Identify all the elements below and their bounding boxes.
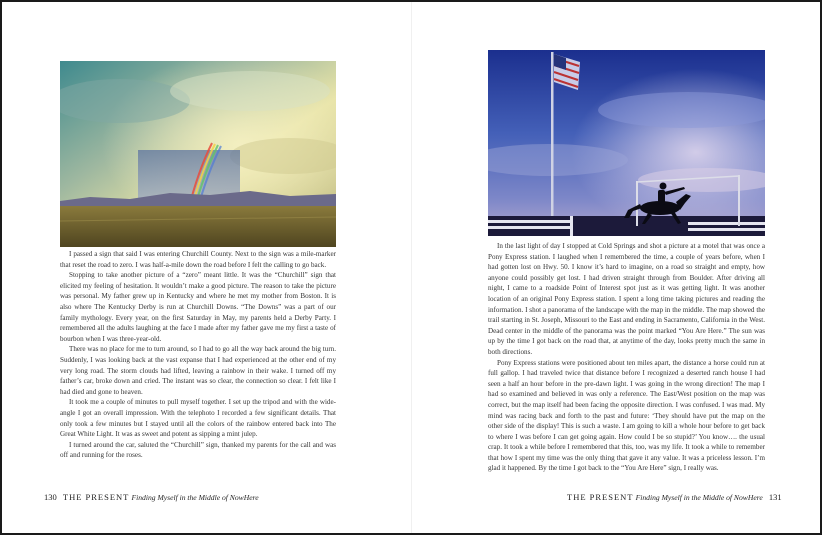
page-number: 131: [768, 492, 782, 502]
paragraph: In the last light of day I stopped at Cold Springs and shot a picture at a motel that was once a Pony Express station. I laughed when I remembered the time, a couple of years before, when I had gotten lost on Hwy. 50. I know it’s hard to imagine, on a road so straight and empty, how anyone could possibly get lost. I had driven straight through from Boulder. After driving all night, I came to a roadside Point of Interest spot just as it was getting light. It was another location of an original Pony Express station. I spent a long time taking pictures and reading the information. I shot a panorama of the landscape with the map in the middle. The map showed the trail starting in St. Joseph, Missouri to the East and ending in Sacramento, California in the West. Dead center in the middle of the panorama was the point marked “You Are Here.” The sun was up by the time I got back on the road that, at anytime of the day, looks pretty much the same in both directions.: [488, 242, 765, 356]
page-number: 130: [44, 492, 57, 502]
chapter-subtitle: Finding Myself in the Middle of NowHere: [131, 493, 259, 502]
right-page: [412, 2, 820, 533]
left-page-body: [60, 249, 336, 461]
chapter-subtitle: Finding Myself in the Middle of NowHere: [635, 493, 763, 502]
left-page-footer: [40, 492, 259, 502]
paragraph: It took me a couple of minutes to pull myself together. I set up the tripod and with the wide-angle I got an overall impression. With the telephoto I recorded a few significant details. That only took a few minutes but I stayed until all the colors of the rainbow entered back into The Great White Light. It was as sweet and potent as sipping a mint julep.: [60, 398, 336, 439]
pony-express-flag-photo: [488, 50, 765, 236]
section-title: THE PRESENT: [62, 492, 130, 502]
rainbow-landscape-photo: [60, 61, 336, 247]
section-title: THE PRESENT: [567, 492, 634, 502]
rainbow-landscape-image: [60, 61, 336, 247]
left-page: [2, 2, 411, 533]
paragraph: I passed a sign that said I was entering Churchill County. Next to the sign was a mile-marker that reset the road to zero. I was half-a-mile down the road before I felt the calling to go back.: [60, 250, 336, 269]
right-page-footer: [567, 492, 786, 502]
right-page-body: [488, 241, 765, 474]
pony-express-flag-image: [488, 50, 765, 236]
paragraph: I turned around the car, saluted the “Churchill” sign, thanked my parents for the call and was off and running for the roses.: [60, 440, 336, 460]
paragraph: There was no place for me to turn around, so I had to go all the way back around the big turn. Suddenly, I was looking back at the vast expanse that I had experienced at the other end of my very long road. The storm clouds had lifted, leaving a rainbow in their wake. I turned off my father’s car, broke down and cried. The instant was so clear, the connection so clear. I felt like I had died and gone to heaven.: [60, 345, 336, 396]
paragraph: Stopping to take another picture of a “zero” meant little. It was the “Churchill” sign that elicited my feeling of hesitation. It wouldn’t make a good picture. The reason to take the picture was personal. My father grew up in Kentucky and where he met my mother from Boston. It is also where The Kentucky Derby is run at Churchill Downs. “The Downs” was a part of our family mythology. Every year, on the first Saturday in May, my parents held a Derby Party. I remembered all the adults laughing at the face I made after my father gave me my first a taste of bourbon when I was three-year-old.: [60, 271, 336, 343]
paragraph: Pony Express stations were positioned about ten miles apart, the distance a horse could run at full gallop. I had traveled twice that distance before I recognized a deserted ranch house I had seen a half an hour before in the pre-dawn light. I was going in the wrong direction! The map I had so examined and believed in was only a reference. The East/West position on the map was correct, but the map itself had been facing the opposite direction. I was confused. I was mad. My mind was racing back and forth to the past and future: ‘They should have put the map on the other side of the display! This is such a waste. I am going to kill a whole hour before to get back to where I was before I can get going again. How could I be so stupid?’ You know…. the usual crap. It took a while before I remembered that this, too, was my life. It took a while to remember that how I spent my time was the only thing that gave it any value. It was a priceless lesson. I’m glad it happened. By the time I got back to the “You Are Here” sign, I really was.: [488, 358, 765, 473]
